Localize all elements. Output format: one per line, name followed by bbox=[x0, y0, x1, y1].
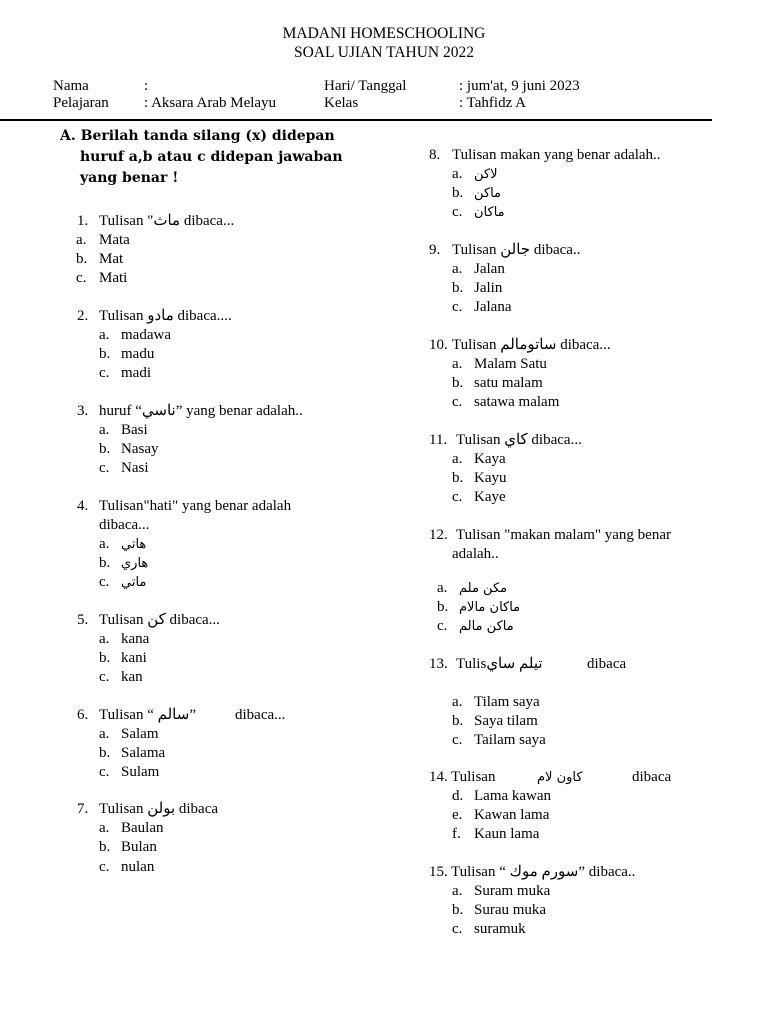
instruction-line-2: huruf a,b atau c didepan jawaban bbox=[80, 149, 343, 165]
option-a: madawa bbox=[121, 327, 171, 343]
option-c: ماكان bbox=[474, 205, 505, 220]
question-number: 4. bbox=[77, 498, 89, 514]
question-text: Tulisتيلم ساي bbox=[456, 656, 543, 672]
option-b: kani bbox=[121, 650, 147, 666]
question-text: Tulisan bbox=[451, 769, 496, 785]
question-text: Tulisan مادو dibaca.... bbox=[99, 308, 232, 324]
option-letter: c. bbox=[437, 618, 448, 634]
option-b: Saya tilam bbox=[474, 713, 538, 729]
option-c: Nasi bbox=[121, 460, 149, 476]
option-a: Tilam saya bbox=[474, 694, 540, 710]
option-c: ماكن مالم bbox=[459, 619, 514, 634]
option-letter: a. bbox=[452, 261, 463, 277]
option-letter: a. bbox=[99, 327, 110, 343]
option-letter: a. bbox=[452, 356, 463, 372]
option-letter: c. bbox=[99, 574, 110, 590]
option-a: مكن ملم bbox=[459, 581, 508, 596]
option-letter: a. bbox=[437, 580, 448, 596]
option-letter: c. bbox=[452, 489, 463, 505]
option-letter: a. bbox=[452, 694, 463, 710]
option-a: Malam Satu bbox=[474, 356, 547, 372]
option-letter: b. bbox=[99, 745, 111, 761]
option-letter: b. bbox=[452, 185, 464, 201]
option-c: Kaye bbox=[474, 489, 506, 505]
question-number: 2. bbox=[77, 308, 89, 324]
question-text: huruf “ناسي” yang benar adalah.. bbox=[99, 403, 303, 419]
option-letter: b. bbox=[452, 902, 464, 918]
option-letter: c. bbox=[452, 732, 463, 748]
option-c: suramuk bbox=[474, 921, 526, 937]
option-b: Salama bbox=[121, 745, 166, 761]
option-b: ماكن bbox=[474, 186, 502, 201]
option-c: Jalana bbox=[474, 299, 512, 315]
option-a: Mata bbox=[99, 232, 130, 248]
option-b: Mat bbox=[99, 251, 124, 267]
hari-label: Hari/ Tanggal bbox=[324, 78, 407, 94]
question-number: 5. bbox=[77, 612, 89, 628]
question-text: Tulisan "makan malam" yang benar bbox=[456, 527, 671, 543]
option-c: ماتي bbox=[121, 575, 147, 590]
school-title: MADANI HOMESCHOOLING bbox=[282, 25, 486, 42]
option-letter: c. bbox=[452, 394, 463, 410]
option-a: هاتي bbox=[121, 537, 147, 552]
question-text: Tulisan “ سالم” bbox=[99, 707, 196, 723]
option-c: Tailam saya bbox=[474, 732, 546, 748]
hari-value: : jum'at, 9 juni 2023 bbox=[459, 78, 580, 94]
option-letter: c. bbox=[99, 669, 110, 685]
kelas-label: Kelas bbox=[324, 95, 359, 111]
option-c: kan bbox=[121, 669, 143, 685]
question-number: 6. bbox=[77, 707, 89, 723]
option-c: Mati bbox=[99, 270, 128, 286]
question-number: 12. bbox=[429, 527, 448, 543]
option-d: Lama kawan bbox=[474, 788, 552, 804]
option-b: Surau muka bbox=[474, 902, 547, 918]
option-b: madu bbox=[121, 346, 155, 362]
question-number: 9. bbox=[429, 242, 441, 258]
option-a: لاكن bbox=[474, 167, 498, 182]
option-letter: b. bbox=[99, 441, 111, 457]
question-text: Tulisan ساتومالم dibaca... bbox=[452, 337, 611, 353]
question-text-suffix: dibaca... bbox=[235, 707, 286, 723]
exam-title: SOAL UJIAN TAHUN 2022 bbox=[293, 44, 475, 61]
option-letter: f. bbox=[452, 826, 461, 842]
option-letter: d. bbox=[452, 788, 464, 804]
option-b: هاري bbox=[121, 556, 149, 571]
question-number: 14. bbox=[429, 769, 448, 785]
option-letter: b. bbox=[99, 555, 111, 571]
question-number: 3. bbox=[77, 403, 89, 419]
option-letter: b. bbox=[452, 713, 464, 729]
option-letter: a. bbox=[99, 820, 110, 836]
option-letter: c. bbox=[452, 299, 463, 315]
option-c: satawa malam bbox=[474, 394, 560, 410]
option-letter: b. bbox=[99, 650, 111, 666]
option-a: Suram muka bbox=[474, 883, 551, 899]
nama-label: Nama bbox=[53, 78, 89, 94]
option-letter: b. bbox=[99, 346, 111, 362]
question-text-suffix: dibaca bbox=[632, 769, 672, 785]
option-b: Bulan bbox=[121, 839, 157, 855]
option-f: Kaun lama bbox=[474, 826, 540, 842]
option-a: Salam bbox=[121, 726, 159, 742]
pelajaran-value: : Aksara Arab Melayu bbox=[144, 95, 277, 111]
question-text-suffix: dibaca bbox=[587, 656, 627, 672]
option-letter: e. bbox=[452, 807, 463, 823]
option-letter: b. bbox=[76, 251, 88, 267]
option-letter: b. bbox=[452, 375, 464, 391]
question-number: 13. bbox=[429, 656, 448, 672]
option-a: Jalan bbox=[474, 261, 505, 277]
option-letter: c. bbox=[452, 204, 463, 220]
option-letter: a. bbox=[99, 422, 110, 438]
option-b: satu malam bbox=[474, 375, 543, 391]
option-a: Basi bbox=[121, 422, 148, 438]
question-text: Tulisan makan yang benar adalah.. bbox=[452, 147, 661, 163]
option-c: Sulam bbox=[121, 764, 160, 780]
kelas-value: : Tahfidz A bbox=[459, 95, 526, 111]
option-b: ماكان مالام bbox=[459, 600, 521, 615]
question-text-cont: adalah.. bbox=[452, 546, 499, 562]
question-arabic: كاون لام bbox=[537, 770, 583, 785]
question-number: 1. bbox=[77, 213, 89, 229]
option-e: Kawan lama bbox=[474, 807, 550, 823]
option-letter: c. bbox=[452, 921, 463, 937]
question-text: Tulisan"hati" yang benar adalah bbox=[99, 498, 292, 514]
option-letter: a. bbox=[99, 536, 110, 552]
option-letter: c. bbox=[99, 764, 110, 780]
question-text: Tulisan جالن dibaca.. bbox=[452, 242, 581, 258]
question-number: 15. bbox=[429, 864, 448, 880]
question-text: Tulisan "ماث dibaca... bbox=[99, 213, 235, 229]
option-letter: a. bbox=[452, 451, 463, 467]
option-c: nulan bbox=[121, 859, 155, 875]
header-divider bbox=[0, 119, 712, 121]
question-text-cont: dibaca... bbox=[99, 517, 150, 533]
option-letter: c. bbox=[76, 270, 87, 286]
option-letter: c. bbox=[99, 365, 110, 381]
question-text: Tulisan كاي dibaca... bbox=[456, 432, 582, 448]
option-b: Kayu bbox=[474, 470, 507, 486]
option-c: madi bbox=[121, 365, 151, 381]
option-letter: a. bbox=[452, 166, 463, 182]
question-text: Tulisan بولن dibaca bbox=[99, 801, 219, 817]
instruction-line-3: yang benar ! bbox=[80, 170, 179, 186]
option-letter: c. bbox=[99, 859, 110, 875]
option-letter: a. bbox=[76, 232, 87, 248]
option-a: Baulan bbox=[121, 820, 164, 836]
option-a: Kaya bbox=[474, 451, 506, 467]
option-letter: a. bbox=[452, 883, 463, 899]
pelajaran-label: Pelajaran bbox=[53, 95, 109, 111]
instruction-line-1: A. Berilah tanda silang (x) didepan bbox=[60, 128, 335, 144]
question-number: 7. bbox=[77, 801, 89, 817]
option-b: Nasay bbox=[121, 441, 159, 457]
option-letter: b. bbox=[99, 839, 111, 855]
option-b: Jalin bbox=[474, 280, 503, 296]
option-letter: a. bbox=[99, 631, 110, 647]
option-letter: a. bbox=[99, 726, 110, 742]
nama-value: : bbox=[144, 78, 149, 94]
option-letter: c. bbox=[99, 460, 110, 476]
question-number: 11. bbox=[429, 432, 448, 448]
option-letter: b. bbox=[452, 280, 464, 296]
question-number: 8. bbox=[429, 147, 441, 163]
question-number: 10. bbox=[429, 337, 448, 353]
option-letter: b. bbox=[452, 470, 464, 486]
question-text: Tulisan “ سورم موك” dibaca.. bbox=[451, 864, 636, 880]
option-a: kana bbox=[121, 631, 150, 647]
option-letter: b. bbox=[437, 599, 449, 615]
question-text: Tulisan كن dibaca... bbox=[99, 612, 220, 628]
